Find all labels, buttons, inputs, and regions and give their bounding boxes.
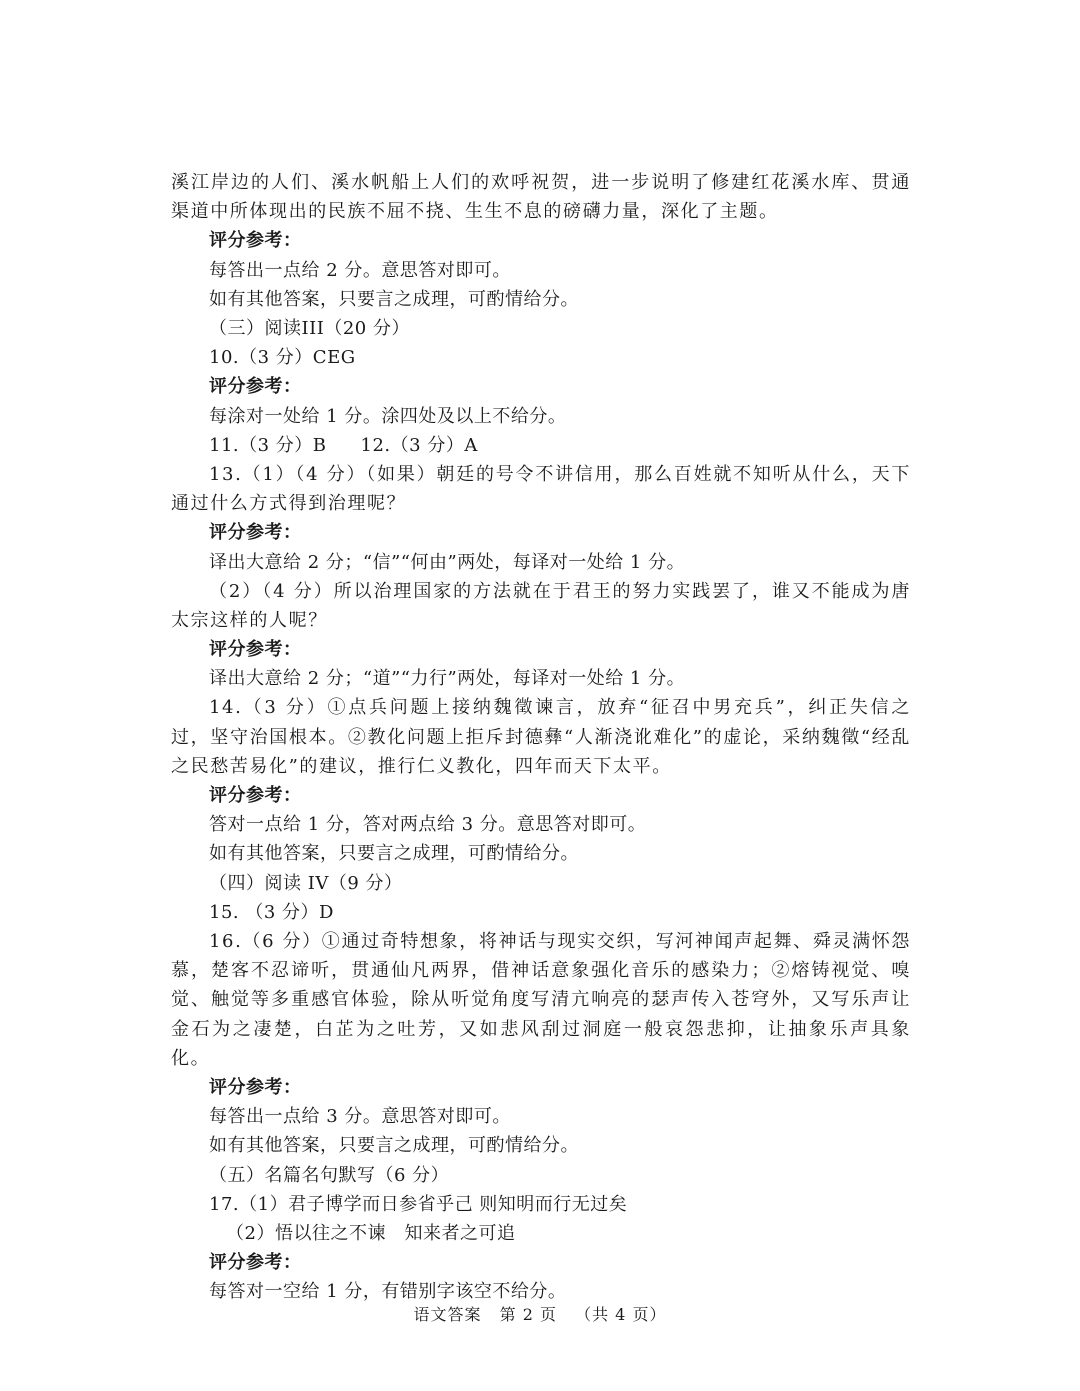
answer-13-2: （2）（4 分）所以治理国家的方法就在于君王的努力实践罢了，谁又不能成为唐太宗这样的人呢？ bbox=[171, 580, 911, 631]
scoring-text: 每答出一点给 3 分。意思答对即可。 bbox=[209, 1106, 511, 1128]
answer-17-1: 17.（1）君子博学而日参省乎己 则知明而行无过矣 bbox=[209, 1193, 628, 1215]
section-heading: （四）阅读 IV（9 分） bbox=[209, 872, 403, 894]
scoring-text: 译出大意给 2 分；“信”“何由”两处，每译对一处给 1 分。 bbox=[209, 551, 686, 573]
answer-17-2: （2）悟以往之不谏 知来者之可追 bbox=[226, 1222, 516, 1244]
scoring-text: 如有其他答案，只要言之成理，可酌情给分。 bbox=[209, 288, 579, 310]
scoring-text: 如有其他答案，只要言之成理，可酌情给分。 bbox=[209, 1135, 579, 1157]
answer-13-1: 13.（1）（4 分）（如果）朝廷的号令不讲信用，那么百姓就不知听从什么，天下通过什么方式得到治理呢？ bbox=[171, 463, 911, 515]
answer-content bbox=[171, 168, 911, 1307]
answer-12: 12.（3 分）A bbox=[360, 434, 478, 456]
scoring-heading: 评分参考： bbox=[209, 522, 302, 544]
answer-11: 11.（3 分）B bbox=[209, 434, 327, 456]
scoring-heading: 评分参考： bbox=[209, 1252, 302, 1274]
answer-14: 14.（3 分）①点兵问题上接纳魏徵谏言，放弃“征召中男充兵”，纠正失信之过，坚守治国根本。②教化问题上拒斥封德彝“人渐浇讹难化”的虚论，采纳魏徵“经乱之民愁苦易化”的建议，推行仁义教化，四年而天下太平。 bbox=[171, 697, 911, 777]
page-footer bbox=[0, 1302, 1080, 1325]
answers-11-12 bbox=[171, 431, 911, 460]
scoring-text: 每涂对一处给 1 分。涂四处及以上不给分。 bbox=[209, 405, 567, 427]
answer-10: 10.（3 分）CEG bbox=[209, 347, 356, 369]
scoring-text: 如有其他答案，只要言之成理，可酌情给分。 bbox=[209, 843, 579, 865]
scoring-text: 每答对一空给 1 分，有错别字该空不给分。 bbox=[209, 1281, 567, 1303]
scoring-heading: 评分参考： bbox=[209, 785, 302, 807]
paragraph-continued: 溪江岸边的人们、溪水帆船上人们的欢呼祝贺，进一步说明了修建红花溪水库、贯通渠道中所体现出的民族不屈不挠、生生不息的磅礴力量，深化了主题。 bbox=[171, 172, 911, 223]
section-heading: （五）名篇名句默写（6 分） bbox=[209, 1164, 450, 1186]
footer-total-pages: （共 4 页） bbox=[575, 1305, 667, 1324]
footer-page-number: 第 2 页 bbox=[499, 1305, 557, 1324]
answer-15: 15. （3 分）D bbox=[209, 901, 334, 923]
scoring-heading: 评分参考： bbox=[209, 1077, 302, 1099]
answer-16: 16.（6 分）①通过奇特想象，将神话与现实交织，写河神闻声起舞、舜灵满怀怨慕，楚客不忍谛听，贯通仙凡两界，借神话意象强化音乐的感染力；②熔铸视觉、嗅觉、触觉等多重感官体验，除从听觉角度写清亢响亮的瑟声传入苍穹外，又写乐声让金石为之凄楚，白芷为之吐芳，又如悲风刮过洞庭一般哀怨悲抑，让抽象乐声具象化。 bbox=[171, 931, 911, 1069]
scoring-heading: 评分参考： bbox=[209, 639, 302, 661]
scoring-text: 答对一点给 1 分，答对两点给 3 分。意思答对即可。 bbox=[209, 814, 647, 836]
section-heading: （三）阅读III（20 分） bbox=[209, 317, 410, 339]
scoring-heading: 评分参考： bbox=[209, 376, 302, 398]
scoring-text: 每答出一点给 2 分。意思答对即可。 bbox=[209, 259, 511, 281]
footer-subject: 语文答案 bbox=[413, 1305, 482, 1324]
scoring-text: 译出大意给 2 分；“道”“力行”两处，每译对一处给 1 分。 bbox=[209, 668, 686, 690]
scoring-heading: 评分参考： bbox=[209, 230, 302, 252]
